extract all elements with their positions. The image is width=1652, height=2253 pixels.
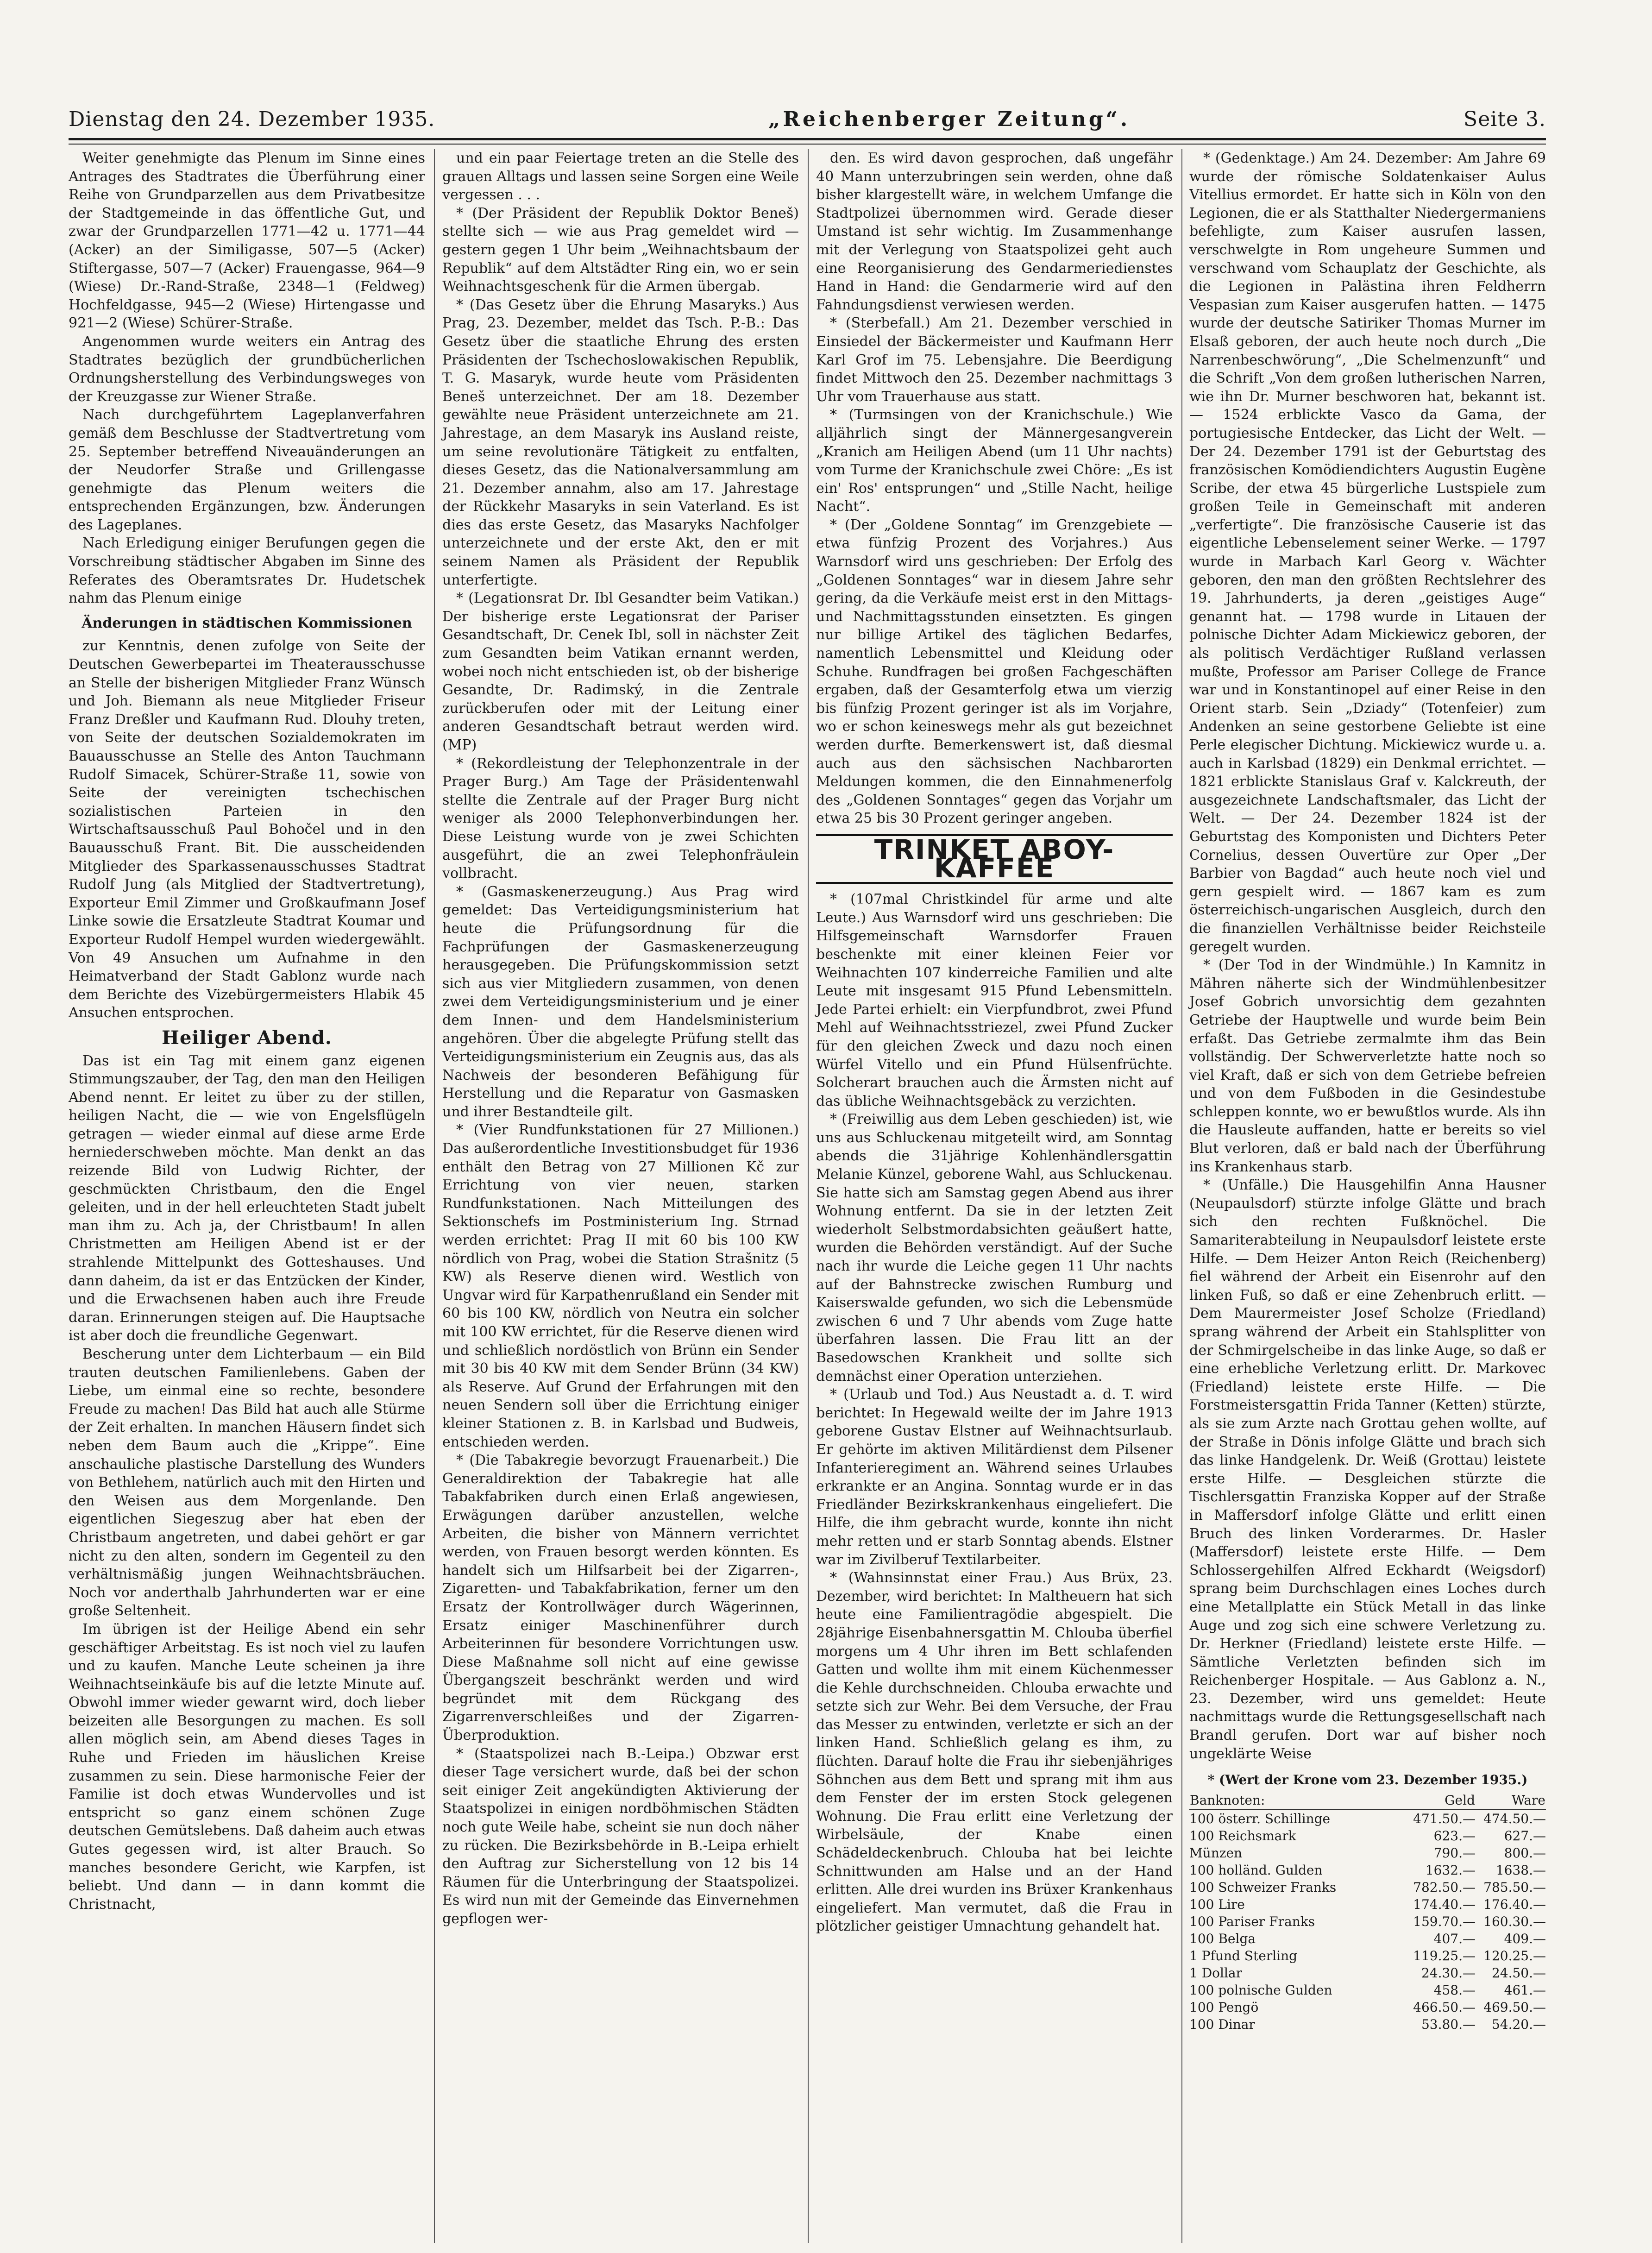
article-paragraph: * (Der Präsident der Republik Doktor Beneš) stellte sich — wie aus Prag gemeldet wird — gestern gegen 1 Uhr beim „Weihnachtsbaum der Republik“ auf dem Altstädter Ring ein, wo er sein Weihnachtsgeschenk für die Armen übergab. (442, 205, 799, 295)
rate-geld: 471.50.— (1413, 1811, 1476, 1827)
rate-ware: 24.50.— (1491, 1965, 1546, 1981)
currency-name: 100 Pariser Franks (1189, 1914, 1315, 1930)
article-paragraph: * (Unfälle.) Die Hausgehilfin Anna Hausner (Neupaulsdorf) stürzte infolge Glätte und brach sich den rechten Fußknöchel. Die Samariterabteilung in Neupaulsdorf leistete erste Hilfe. — Dem Heizer Anton Reich (Reichenberg) fiel während der Arbeit ein Eisenrohr auf den linken Fuß, so daß er eine Zehenbruch erlitt. — Dem Maurermeister Josef Scholze (Friedland) sprang während der Arbeit ein Stahlsplitter von der Schmirgelscheibe in das linke Auge, so daß er eine erhebliche Verletzung erlitt. Dr. Markovec (Friedland) leistete erste Hilfe. — Die Forstmeistersgattin Frida Tanner (Ketten) stürzte, als sie zum Arzte nach Grottau gehen wollte, auf der Straße in Dönis infolge Glätte und brach sich das linke Handgelenk. Dr. Weiß (Grottau) leistete erste Hilfe. — Desgleichen stürzte die Tischlersgattin Franziska Kopper auf der Straße in Maffersdorf infolge Glätte und erlitt einen Bruch des linken Vorderarmes. Dr. Hasler (Maffersdorf) leistete erste Hilfe. — Dem Schlossergehilfen Alfred Eckhardt (Weigsdorf) sprang beim Durchschlagen eines Loches durch eine Metallplatte ein Stück Metall in das linke Auge und zog sich eine schwere Verletzung zu. Dr. Herkner (Friedland) leistete erste Hilfe. — Sämtliche Verletzten befinden sich im Reichenberger Hospitale. — Aus Gablonz a. N., 23. Dezember, wird uns gemeldet: Heute nachmittags wurde die Rettungsgesellschaft nach Brandl gerufen. Dort war auf bisher noch ungeklärte Weise (1189, 1177, 1546, 1762)
article-paragraph: * (Staatspolizei nach B.-Leipa.) Obzwar erst dieser Tage versichert wurde, daß bei der schon seit einiger Zeit angekündigten Aktivierung der Staatspolizei in einigen nordböhmischen Städten noch gute Weile habe, scheint sie nun doch näher zu rücken. Die Bezirksbehörde in B.-Leipa erhielt den Auftrag zur Sicherstellung von 12 bis 14 Räumen für die Unterbringung der Staatspolizei. Es wird nun mit der Gemeinde das Einvernehmen gepflogen wer- (442, 1745, 799, 1927)
table-row (1189, 1930, 1546, 1947)
header-rule-thick (69, 138, 1546, 140)
article-paragraph: * (Sterbefall.) Am 21. Dezember verschied in Einsiedel der Bäckermeister und Kaufmann Herr Karl Grof im 75. Lebensjahre. Die Beerdigung findet Mittwoch den 25. Dezember nachmittags 3 Uhr vom Trauerhause aus statt. (816, 315, 1173, 405)
table-row (1189, 1827, 1546, 1844)
article-paragraph: und ein paar Feiertage treten an die Stelle des grauen Alltags und lassen seine Sorgen eine Weile vergessen . . . (442, 150, 799, 203)
exchange-rate-title: * (Wert der Krone vom 23. Dezember 1935.) (1207, 1772, 1528, 1788)
rate-geld: 1632.— (1425, 1863, 1476, 1878)
article-paragraph: * (Wahnsinnstat einer Frau.) Aus Brüx, 23. Dezember, wird berichtet: In Maltheuern hat sich heute eine Familientragödie abgespielt. Die 28jährige Eisenbahnersgattin M. Chlouba überfiel morgens um 4 Uhr ihren im Bett schlafenden Gatten und wollte ihm mit einem Küchenmesser die Kehle durchschneiden. Chlouba erwachte und setzte sich zur Wehr. Bei dem Versuche, der Frau das Messer zu entwinden, verletzte er sich an der linken Hand. Schließlich gelang es ihm, zu flüchten. Darauf holte die Frau ihr siebenjähriges Söhnchen aus dem Bett und sprang mit ihm aus dem Fenster der im ersten Stock gelegenen Wohnung. Die Frau erlitt eine Verletzung der Wirbelsäule, der Knabe einen Schädeldeckenbruch. Chlouba hat bei leichte Schnittwunden am Halse und an der Hand erlitten. Alle drei wurden ins Brüxer Krankenhaus eingeliefert. Man vermutet, daß die Frau in plötzlicher geistiger Umnachtung gehandelt hat. (816, 1570, 1173, 1935)
table-row (1189, 1896, 1546, 1913)
table-row (1189, 1862, 1546, 1879)
rate-geld: 466.50.— (1413, 2000, 1476, 2015)
article-paragraph: * (Urlaub und Tod.) Aus Neustadt a. d. T. wird berichtet: In Hegewald weilte der im Jahre 1913 geborene Gustav Elstner auf Weihnachtsurlaub. Er gehörte im aktiven Militärdienst dem Pilsener Infanterieregiment an. Während seines Urlaubes erkrankte er an Angina. Sonntag wurde er in das Friedländer Bezirkskrankenhaus eingeliefert. Die Hilfe, die ihm gebracht wurde, konnte ihn nicht mehr retten und er starb Sonntag abends. Elstner war im Zivilberuf Textilarbeiter. (816, 1386, 1173, 1568)
currency-name: 100 Dinar (1189, 2017, 1255, 2033)
currency-name: 100 Reichsmark (1189, 1828, 1296, 1844)
article-paragraph: Bescherung unter dem Lichterbaum — ein Bild trauten deutschen Familienlebens. Gaben der Liebe, um einmal eine so rechte, besondere Freude zu machen! Das Bild hat auch alle Stürme der Zeit erhalten. In manchen Häusern findet sich neben dem Baum auch die „Krippe“. Eine anschauliche plastische Darstellung des Wunders von Bethlehem, natürlich auch mit den Hirten und den Weisen aus dem Morgenlande. Den eigentlichen Siegeszug aber hat eben der Christbaum angetreten, und dabei gehört er gar nicht zu den alten, sondern im Gegenteil zu den verhältnismäßig jungen Weihnachtsbräuchen. Noch vor anderthalb Jahrhunderten war er eine große Seltenheit. (69, 1346, 425, 1619)
advertisement-box: TRINKET ABOY-KAFFEE (816, 834, 1173, 884)
article-paragraph: Nach Erledigung einiger Berufungen gegen die Vorschreibung städtischer Abgaben im Sinne des Referates des Oberamtsrates Dr. Hudetschek nahm das Plenum einige (69, 535, 425, 607)
table-header: Ware (1476, 1791, 1546, 1810)
table-row (1189, 1964, 1546, 1982)
article-paragraph: * (Die Tabakregie bevorzugt Frauenarbeit.) Die Generaldirektion der Tabakregie hat alle Tabakfabriken durch einen Erlaß angewiesen, Erwägungen darüber anzustellen, welche Arbeiten, die bisher von Männern verrichtet werden, von Frauen besorgt werden könnten. Es handelt sich um Hilfsarbeit bei der Zigarren-, Zigaretten- und Tabakfabrikation, ferner um den Ersatz der Kontrollwäger durch Wägerinnen, Ersatz einiger Maschinenführer durch Arbeiterinnen für besondere Vorrichtungen usw. Diese Maßnahme soll nicht auf eine gewisse Übergangszeit beschränkt werden und wird begründet mit dem Rückgang des Zigarrenverschleißes und der Zigarren-Überproduktion. (442, 1452, 799, 1744)
article-paragraph: Im übrigen ist der Heilige Abend ein sehr geschäftiger Arbeitstag. Es ist noch viel zu laufen und zu kaufen. Manche Leute scheinen ja ihre Weihnachtseinkäufe bis auf die letzte Minute auf. Obwohl immer wieder gewarnt wird, doch lieber beizeiten alle Besorgungen zu machen. Es soll allen möglich sein, am Abend dieses Tages in Ruhe und Frieden im häuslichen Kreise zusammen zu sein. Diese harmonische Feier der Familie ist doch etwas Wundervolles und ist entspricht so ganz einem schönen Zuge deutschen Gemütslebens. Daß daheim auch etwas Gutes gegessen wird, ist alter Brauch. So manches besondere Gericht, wie Karpfen, ist beliebt. Und dann — in dann kommt die Christnacht, (69, 1621, 425, 1913)
column-divider (434, 149, 435, 2243)
header-page-number: Seite 3. (1464, 107, 1546, 131)
currency-name: 1 Pfund Sterling (1189, 1948, 1298, 1964)
rate-ware: 1638.— (1495, 1863, 1546, 1878)
table-row (1189, 1879, 1546, 1896)
article-paragraph: * (Freiwillig aus dem Leben geschieden) ist, wie uns aus Schluckenau mitgeteilt wird, am Sonntag abends die 31jährige Kohlenhändlersgattin Melanie Künzel, geborene Wahl, aus Schluckenau. Sie hatte sich am Samstag gegen Abend aus ihrer Wohnung entfernt. Da sie in der letzten Zeit wiederholt Selbstmordabsichten geäußert hatte, wurden die Behörden verständigt. Auf der Suche nach ihr wurde die Leiche gegen 11 Uhr nachts auf der Bahnstrecke zwischen Rumburg und Kaiserswalde gefunden, wo sich die Lebensmüde zwischen 6 und 7 Uhr abends vom Zuge hatte überfahren lassen. Die Frau litt an der Basedowschen Krankheit und sollte sich demnächst einer Operation unterziehen. (816, 1111, 1173, 1385)
section-heading: Heiliger Abend. (162, 1026, 332, 1049)
currency-name: 100 holländ. Gulden (1189, 1863, 1323, 1878)
table-row (1189, 1844, 1546, 1862)
article-paragraph: * (Turmsingen von der Kranichschule.) Wie alljährlich singt der Männergesangverein „Kranich am Heiligen Abend (um 11 Uhr nachts) vom Turme der Kranichschule zwei Chöre: „Es ist ein' Ros' entsprungen“ und „Stille Nacht, heilige Nacht“. (816, 407, 1173, 515)
currency-name: 100 Lire (1189, 1897, 1245, 1913)
rate-geld: 24.30.— (1421, 1965, 1476, 1981)
header-newspaper-title: „Reichenberger Zeitung“. (768, 107, 1131, 131)
currency-name: Münzen (1189, 1845, 1243, 1861)
currency-name: 100 Pengö (1189, 2000, 1259, 2015)
currency-name: 100 Schweizer Franks (1189, 1880, 1337, 1895)
header-rule-thin (69, 144, 1546, 145)
article-paragraph: Angenommen wurde weiters ein Antrag des Stadtrates bezüglich der grundbücherlichen Ordnungsherstellung des Verbindungsweges von der Kreuzgasse zur Wiener Straße. (69, 333, 425, 405)
column-divider (808, 149, 809, 2243)
article-paragraph: zur Kenntnis, denen zufolge von Seite der Deutschen Gewerbepartei im Theaterausschusse an Stelle der bisherigen Mitglieder Franz Wünsch und Joh. Biemann als neue Mitglieder Friseur Franz Dreßler und Kaufmann Rud. Dlouhy treten, von Seite der deutschen Sozialdemokraten im Bauausschusse an Stelle des Anton Tauchmann Rudolf Simacek, Schürer-Straße 11, sowie von Seite der vereinigten tschechischen sozialistischen Parteien in den Wirtschaftsausschuß Paul Bohočel und in den Bauausschuß Frant. Bit. Die ausscheidenden Mitglieder des Sparkassenausschusses Stadtrat Rudolf Jung (als Mitglied der Stadtvertretung), Exporteur Emil Zimmer und Großkaufmann Josef Linke sowie die Ersatzleute Stadtrat Koumar und Exporteur Rudolf Hempel wurden wiedergewählt. Von 49 Ansuchen um Aufnahme in den Heimatverband der Stadt Gablonz wurde nach dem Berichte des Vizebürgermeisters Hlabik 45 Ansuchen entsprochen. (69, 638, 425, 1021)
rate-geld: 119.25.— (1413, 1948, 1476, 1964)
rate-geld: 623.— (1433, 1828, 1476, 1844)
currency-name: 100 Belga (1189, 1931, 1256, 1947)
rate-ware: 461.— (1504, 1982, 1546, 1998)
article-paragraph: * (107mal Christkindel für arme und alte Leute.) Aus Warnsdorf wird uns geschrieben: Die Hilfsgemeinschaft Warnsdorfer Frauen beschenkte mit einer kleinen Feier vor Weihnachten 107 kinderreiche Familien und alte Leute mit insgesamt 915 Pfund Lebensmitteln. Jede Partei erhielt: ein Vierpfundbrot, zwei Pfund Mehl auf Weihnachtsstriezel, zwei Pfund Zucker für den gleichen Zweck und dazu noch einen Würfel Vitello und ein Pfund Hülsenfrüchte. Solcherart brauchen auch die Ärmsten nicht auf das übliche Weihnachtsgebäck zu verzichten. (816, 891, 1173, 1109)
article-paragraph: * (Gasmaskenerzeugung.) Aus Prag wird gemeldet: Das Verteidigungsministerium hat heute die Prüfungsordnung für die Fachprüfungen der Gasmaskenerzeugung herausgegeben. Die Prüfungskommission setzt sich aus vier Mitgliedern zusammen, von denen zwei dem Verteidigungsministerium und je einer dem Innen- und dem Handelsministerium angehören. Über die abgelegte Prüfung stellt das Verteidigungsministerium ein Zeugnis aus, das als Nachweis der besonderen Befähigung für Herstellung und die Reparatur von Gasmasken und ihrer Bestandteile gilt. (442, 883, 799, 1120)
page-header (69, 107, 1546, 131)
article-paragraph: * (Der „Goldene Sonntag“ im Grenzgebiete — etwa fünfzig Prozent des Vorjahres.) Aus Warnsdorf wird uns geschrieben: Der Erfolg des „Goldenen Sonntages“ war in diesem Jahre sehr gering, da die Verkäufe meist erst in den Mittags- und Nachmittagsstunden einsetzten. Es gingen nur billige Artikel des täglichen Bedarfes, namentlich Lebensmittel und Kleidung oder Schuhe. Rundfragen bei großen Fachgeschäften ergaben, daß der Gesamterfolg etwa um vierzig bis fünfzig Prozent geringer ist als im Vorjahre, wo er schon keineswegs mehr als gut bezeichnet werden durfte. Bemerkenswert ist, daß diesmal auch aus den sächsischen Nachbarorten Meldungen kommen, die den Einnahmenerfolg des „Goldenen Sonntages“ gegen das Vorjahr um etwa 25 bis 30 Prozent geringer angeben. (816, 516, 1173, 827)
rate-geld: 159.70.— (1413, 1914, 1476, 1930)
rate-ware: 409.— (1504, 1931, 1546, 1947)
rate-geld: 53.80.— (1421, 2017, 1476, 2033)
rate-ware: 54.20.— (1491, 2017, 1546, 2033)
rate-geld: 782.50.— (1413, 1880, 1476, 1895)
article-paragraph: * (Rekordleistung der Telephonzentrale in der Prager Burg.) Am Tage der Präsidentenwahl stellte die Zentrale auf der Prager Burg nicht weniger als 2000 Telephonverbindungen her. Diese Leistung wurde von je zwei Schichten ausgeführt, die an zwei Telephonfräulein vollbracht. (442, 755, 799, 882)
article-paragraph: Nach durchgeführtem Lageplanverfahren gemäß dem Beschlusse der Stadtvertretung vom 25. September betreffend Niveauänderungen an der Neudorfer Straße und Grillengasse genehmigte das Plenum weiters die entsprechenden Ergänzungen, bzw. Änderungen des Lageplanes. (69, 407, 425, 533)
rate-ware: 800.— (1504, 1845, 1546, 1861)
article-paragraph: * (Gedenktage.) Am 24. Dezember: Am Jahre 69 wurde der römische Soldatenkaiser Aulus Vitellius ermordet. Er hatte sich in Köln von den Legionen, die er als Statthalter Niedergermaniens befehligte, zum Kaiser ausrufen lassen, verschwelgte in Rom ungeheure Summen und verschwand vom Schauplatz der Geschichte, als die Legionen in Palästina ihren Feldherrn Vespasian zum Kaiser ausgerufen hatten. — 1475 wurde der deutsche Satiriker Thomas Murner im Elsaß geboren, der auch heute noch durch „Die Narrenbeschwörung“, „Die Schelmenzunft“ und die Schrift „Von dem großen lutherischen Narren, wie ihn Dr. Murner beschworen hat, bekannt ist. — 1524 erblickte Vasco da Gama, der portugiesische Entdecker, das Licht der Welt. — Der 24. Dezember 1791 ist der Geburtstag des französischen Komödiendichters Augustin Eugène Scribe, der etwa 45 bürgerliche Lustspiele zum großen Teile in Gemeinschaft mit anderen „verfertigte“. Die französische Causerie ist das eigentliche Lebenselement seiner Werke. — 1797 wurde in Marbach Karl Georg v. Wächter geboren, den man den größten Rechtslehrer des 19. Jahrhunderts, ja deren „geistiges Auge“ genannt hat. — 1798 wurde in Litauen der polnische Dichter Adam Mickiewicz geboren, der als politisch Verdächtiger Rußland verlassen mußte, Professor am Pariser College de France war und in Konstantinopel auf einer Reise in den Orient starb. Sein „Dziady“ (Totenfeier) zum Andenken an seine gestorbene Geliebte ist eine Perle elegischer Dichtung. Mickiewicz wurde u. a. auch in Karlsbad (1829) ein Denkmal errichtet. — 1821 erblickte Stanislaus Graf v. Kalckreuth, der ausgezeichnete Landschaftsmaler, das Licht der Welt. — Der 24. Dezember 1824 ist der Geburtstag des Komponisten und Dichters Peter Cornelius, dessen Ouvertüre zur Oper „Der Barbier von Bagdad“ auch heute noch viel und gern gespielt wird. — 1867 kam es zum österreichisch-ungarischen Ausgleich, durch den die finanziellen Verhältnisse beider Reichsteile geregelt wurden. (1189, 150, 1546, 955)
table-row (1189, 1982, 1546, 1999)
exchange-rate-table (1189, 1771, 1546, 2033)
rate-ware: 120.25.— (1483, 1948, 1546, 1964)
rate-geld: 790.— (1433, 1845, 1476, 1861)
article-paragraph: Das ist ein Tag mit einem ganz eigenen Stimmungszauber, der Tag, den man den Heiligen Abend nennt. Er leitet zu über zu der stillen, heiligen Nacht, die — wie von Engelsflügeln getragen — wieder einmal auf diese arme Erde herniederschweben möchte. Man denkt an das reizende Bild von Ludwig Richter, der geschmückten Christbaum, den die Engel geleiten, und in der hell erleuchteten Stadt jubelt man ihm zu. Ach ja, der Christbaum! In allen Christmetten am Heiligen Abend ist er der strahlende Mittelpunkt des Gotteshauses. Und dann daheim, da ist er das Entzücken der Kinder, und die Erwachsenen haben auch ihre Freude daran. Erinnerungen steigen auf. Die Hauptsache ist aber doch die freundliche Gegenwart. (69, 1052, 425, 1344)
rate-geld: 174.40.— (1413, 1897, 1476, 1913)
table-header: Banknoten: (1189, 1791, 1405, 1810)
rate-ware: 160.30.— (1483, 1914, 1546, 1930)
currency-name: 1 Dollar (1189, 1965, 1243, 1981)
rate-ware: 176.40.— (1483, 1897, 1546, 1913)
rate-geld: 458.— (1433, 1982, 1476, 1998)
section-heading: Änderungen in städtischen Kommissionen (82, 615, 412, 631)
article-paragraph: den. Es wird davon gesprochen, daß ungefähr 40 Mann unterzubringen sein werden, ohne daß bisher klargestellt wäre, in welchem Umfange die Stadtpolizei übernommen wird. Gerade dieser Umstand ist sehr wichtig. Im Zusammenhange mit der Verlegung von Staatspolizei geht auch eine Reorganisierung des Gendarmeriedienstes Hand in Hand: die Gendarmerie wird auf den Fahndungsdienst verwiesen werden. (816, 150, 1173, 313)
table-row (1189, 2016, 1546, 2033)
currency-name: 100 polnische Gulden (1189, 1982, 1332, 1998)
article-paragraph: * (Der Tod in der Windmühle.) In Kamnitz in Mähren näherte sich der Windmühlenbesitzer Josef Gobrich unvorsichtig dem gezahnten Getriebe der Hauptwelle und wurde beim Bein erfaßt. Das Getriebe zermalmte ihm das Bein vollständig. Der Schwerverletzte hatte noch so viel Kraft, daß er sich von dem Getriebe befreien und von dem Fußboden in die Gesindestube schleppen konnte, wo er bewußtlos wurde. Als ihn die Hausleute auffanden, hatte er bereits so viel Blut verloren, daß er bald nach der Überführung ins Krankenhaus starb. (1189, 957, 1546, 1175)
rate-ware: 474.50.— (1483, 1811, 1546, 1827)
article-paragraph: * (Das Gesetz über die Ehrung Masaryks.) Aus Prag, 23. Dezember, meldet das Tsch. P.-B.: Das Gesetz über die staatliche Ehrung des ersten Präsidenten der Tschechoslowakischen Republik, T. G. Masaryk, wurde heute vom Präsidenten Beneš unterzeichnet. Der am 18. Dezember gewählte neue Präsident unterzeichnete am 21. Jahrestage, an dem Masaryk ins Ausland reiste, um seine revolutionäre Tätigkeit zu entfalten, dieses Gesetz, das die Nationalversammlung am 21. Dezember annahm, also am 17. Jahrestage der Rückkehr Masaryks in sein Vaterland. Es ist dies das erste Gesetz, das Masaryks Nachfolger unterzeichnete und der erste Akt, den er mit seinem Namen als Präsident der Republik unterfertigte. (442, 296, 799, 588)
column-divider (1181, 149, 1182, 2243)
column-1 (69, 149, 425, 1913)
table-header: Geld (1405, 1791, 1476, 1810)
exchange-rate-grid (1189, 1791, 1546, 2033)
table-row (1189, 1947, 1546, 1964)
header-date: Dienstag den 24. Dezember 1935. (69, 107, 435, 131)
column-3 (816, 149, 1173, 1936)
article-paragraph: Weiter genehmigte das Plenum im Sinne eines Antrages des Stadtrates die Überführung einer Reihe von Grundparzellen aus dem Privatbesitze der Stadtgemeinde in das öffentliche Gut, und zwar der Grundparzellen 1771—42 u. 1771—44 (Acker) an der Similigasse, 507—5 (Acker) Stiftergasse, 507—7 (Acker) Frauengasse, 964—9 (Wiese) Dr.-Rand-Straße, 2348—1 (Feldweg) Hochfeldgasse, 945—2 (Wiese) Hirtengasse und 921—2 (Wiese) Schürer-Straße. (69, 150, 425, 332)
currency-name: 100 österr. Schillinge (1189, 1811, 1331, 1827)
column-2 (442, 149, 799, 1928)
rate-ware: 469.50.— (1483, 2000, 1546, 2015)
article-paragraph: * (Vier Rundfunkstationen für 27 Millionen.) Das außerordentliche Investitionsbudget für 1936 enthält den Betrag von 27 Millionen Kč zur Errichtung von vier neuen, starken Rundfunkstationen. Nach Mitteilungen des Sektionschefs im Postministerium Ing. Strnad werden errichtet: Prag II mit 60 bis 100 KW nördlich von Prag, wobei die Station Strašnitz (5 KW) als Reserve dienen wird. Westlich von Ungvar wird für Karpathenrußland ein Sender mit 60 bis 100 KW, nördlich von Neutra ein solcher mit 100 KW errichtet, für die Reserve dienen wird und schließlich nordöstlich von Brünn ein Sender mit 30 bis 40 KW mit dem Sender Brünn (34 KW) als Reserve. Auf Grund der Erfahrungen mit den neuen Sendern soll über die Errichtung einiger kleiner Stationen z. B. in Karlsbad und Budweis, entschieden werden. (442, 1122, 799, 1450)
table-row (1189, 1999, 1546, 2016)
rate-ware: 785.50.— (1483, 1880, 1546, 1895)
table-row (1189, 1810, 1546, 1827)
table-row (1189, 1913, 1546, 1930)
article-paragraph: * (Legationsrat Dr. Ibl Gesandter beim Vatikan.) Der bisherige erste Legationsrat der Pariser Gesandtschaft, Dr. Cenek Ibl, soll in nächster Zeit zum Gesandten beim Vatikan ernannt werden, wobei noch nicht entschieden ist, ob der bisherige Gesandte, Dr. Radimský, in die Zentrale zurückberufen oder mit der Leitung einer anderen Gesandtschaft betraut werden wird. (MP) (442, 590, 799, 753)
rate-geld: 407.— (1433, 1931, 1476, 1947)
column-4 (1189, 149, 1546, 2033)
rate-ware: 627.— (1504, 1828, 1546, 1844)
